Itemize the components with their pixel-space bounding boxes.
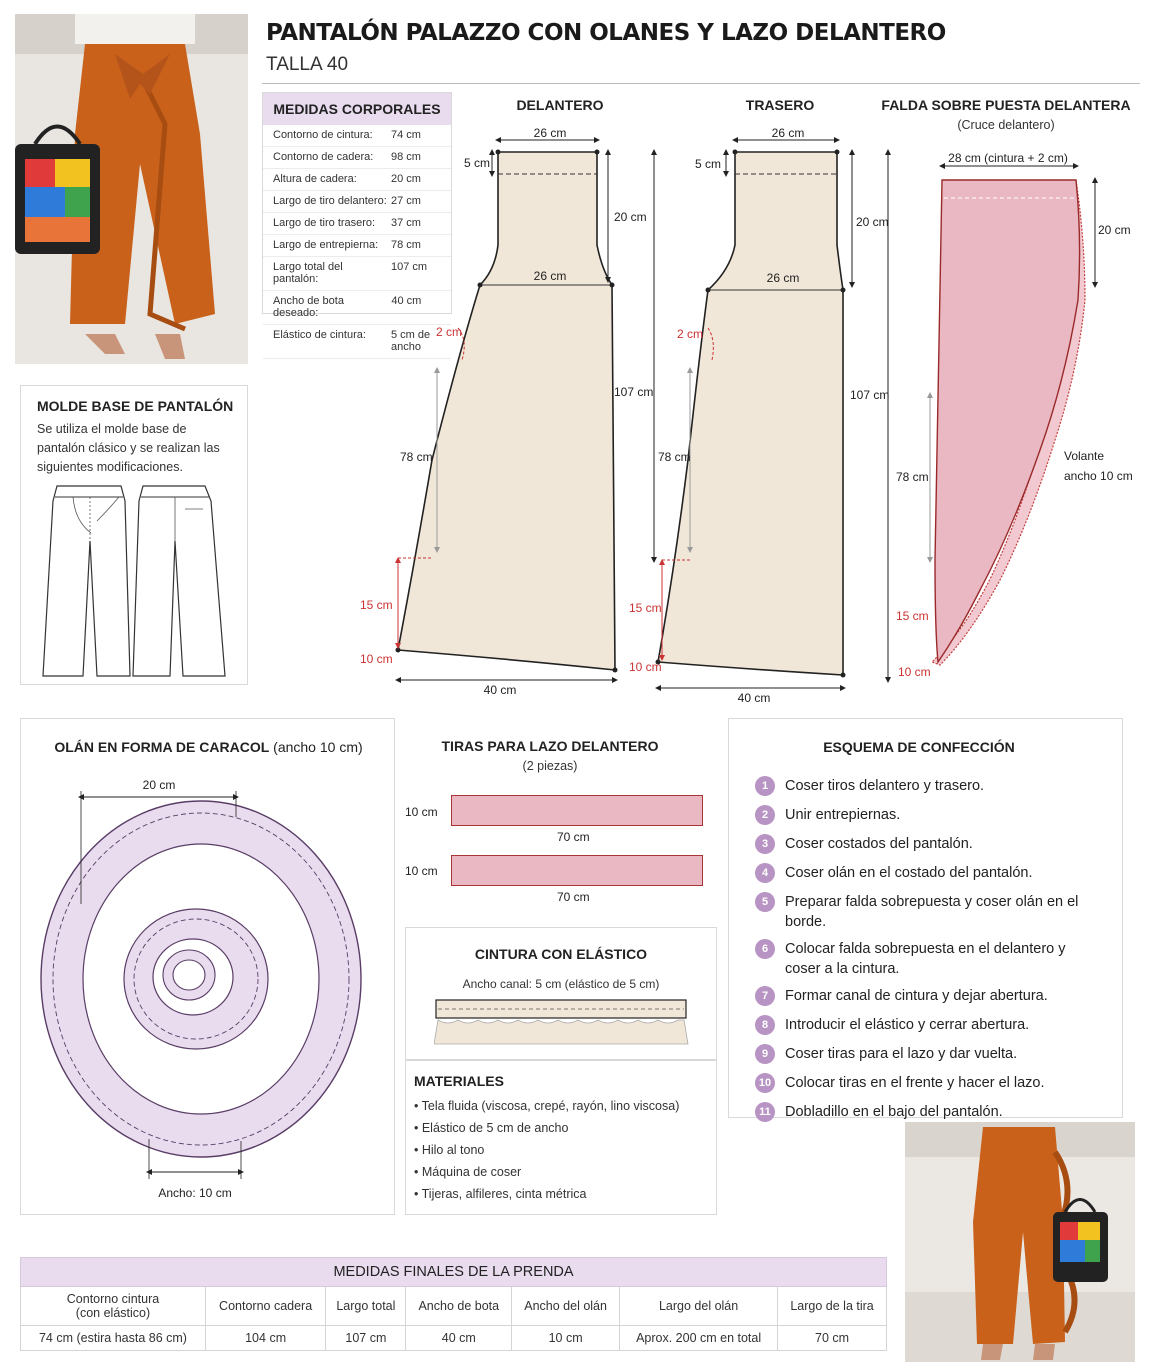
material-item: • Máquina de coser [414,1165,522,1179]
step-text: Coser costados del pantalón. [785,836,973,852]
overskirt-heading: FALDA SOBRE PUESTA DELANTERA [881,97,1131,113]
waistband-diagram [434,996,694,1051]
measurement-value: 74 cm [391,129,421,141]
ties-panel [397,718,717,918]
pattern-diagrams [340,90,1145,715]
final-measure-label-line1: Ancho del olán [524,1299,607,1313]
body-measurements-heading: MEDIDAS CORPORALES [263,93,451,125]
back-flare-dim: 15 cm [629,601,662,615]
measurement-label: Elástico de cintura: [273,329,366,341]
measurement-label: Contorno de cadera: [273,151,374,163]
step-number-badge: 5 [755,892,775,912]
front-inseam-dim: 78 cm [400,450,433,464]
measurement-value: 20 cm [391,173,421,185]
final-measure-label [21,1287,206,1326]
overskirt-sub: (Cruce delantero) [957,118,1055,132]
overskirt-flare-dim: 15 cm [896,609,929,623]
assembly-step [755,1015,1095,1035]
step-text: Dobladillo en el bajo del pantalón. [785,1104,1003,1120]
overskirt-inseam-dim: 78 cm [896,470,929,484]
tie-strip-2-height: 10 cm [405,864,438,878]
front-flare-dim: 15 cm [360,598,393,612]
waistband-channel-text: Ancho canal: 5 cm (elástico de 5 cm) [462,977,660,991]
back-hip-height-dim: 20 cm [856,215,889,229]
tie-strip-2 [451,855,703,886]
final-measurements-header-row [21,1287,887,1326]
spiral-width-dim: Ancho: 10 cm [158,1186,232,1200]
measurement-value: 37 cm [391,217,421,229]
measurement-value: 40 cm [391,295,422,307]
measurement-label: Largo de tiro delantero: [273,195,387,207]
spiral-heading-note: (ancho 10 cm) [273,739,363,755]
base-pattern-text: Se utiliza el molde base de pantalón clásico y se realizan las siguientes modificaciones. [37,422,220,474]
front-hem-dim: 40 cm [483,683,517,697]
final-measure-value: 74 cm (estira hasta 86 cm) [21,1326,206,1351]
tie-strip-2-width: 70 cm [557,890,590,904]
back-inseam-dim: 78 cm [658,450,691,464]
assembly-step [755,1073,1095,1093]
overskirt-waist-dim: 28 cm (cintura + 2 cm) [948,151,1068,165]
final-measure-label [512,1287,620,1326]
final-measure-label [620,1287,778,1326]
ties-heading: TIRAS PARA LAZO DELANTERO [441,738,659,754]
spiral-heading [21,739,396,755]
final-measure-value: Aprox. 200 cm en total [620,1326,778,1351]
final-measurements-value-row [21,1326,887,1351]
front-hip-dim: 26 cm [533,269,567,283]
page-title: PANTALÓN PALAZZO CON OLANES Y LAZO DELANTERO [266,20,946,46]
materials-heading: MATERIALES [414,1073,504,1089]
step-number-badge: 6 [755,939,775,959]
measurement-value: 98 cm [391,151,421,163]
spiral-heading-main: OLÁN EN FORMA DE CARACOL [54,739,270,755]
step-number-badge: 10 [755,1073,775,1093]
assembly-step [755,939,1095,979]
final-measure-label-line2: (con elástico) [75,1306,151,1320]
step-number-badge: 1 [755,776,775,796]
step-text: Unir entrepiernas. [785,807,901,823]
base-pattern-heading: MOLDE BASE DE PANTALÓN [37,398,234,414]
final-measure-value: 70 cm [778,1326,887,1351]
back-total-dim: 107 cm [850,388,890,402]
assembly-step [755,863,1095,883]
step-text: Colocar tiras en el frente y hacer el lazo. [785,1075,1045,1091]
measurement-value: 27 cm [391,195,421,207]
back-hem-drop-dim: 10 cm [629,660,662,674]
back-hem-dim: 40 cm [737,691,771,705]
step-number-badge: 3 [755,834,775,854]
model-photo-bottom [905,1122,1135,1362]
header-divider [262,83,1140,84]
front-heading: DELANTERO [516,97,604,113]
model-photo-top-illustration [15,14,248,364]
step-number-badge: 4 [755,863,775,883]
base-pants-sketch [35,481,235,681]
step-text: Preparar falda sobrepuesta y coser olán en el borde. [785,894,1079,930]
model-photo-bottom-illustration [905,1122,1135,1362]
materials-panel [405,1060,717,1215]
step-number-badge: 9 [755,1044,775,1064]
materials-list [414,1099,714,1209]
final-measure-value: 107 cm [326,1326,406,1351]
assembly-step [755,1044,1095,1064]
step-text: Colocar falda sobrepuesta en el delantero y coser a la cintura. [785,941,1066,977]
step-text: Coser olán en el costado del pantalón. [785,865,1033,881]
final-measure-label-line1: Ancho de bota [418,1299,500,1313]
back-crotch-dim: 2 cm [677,327,704,341]
front-waist-dim: 26 cm [533,126,567,140]
final-measure-label-line1: Contorno cadera [219,1299,313,1313]
material-item: • Tijeras, alfileres, cinta métrica [414,1187,587,1201]
step-number-badge: 7 [755,986,775,1006]
front-crotch-dim: 2 cm [436,325,463,339]
final-measure-label-line1: Largo del olán [658,1299,739,1313]
measurement-label: Largo de tiro trasero: [273,217,376,229]
size-label: TALLA 40 [266,54,349,75]
measurement-label: Altura de cadera: [273,173,357,185]
material-item: • Elástico de 5 cm de ancho [414,1121,569,1135]
ruffle-label-1: Volante [1064,449,1105,463]
front-piece [398,152,615,670]
material-item: • Tela fluida (viscosa, crepé, rayón, lino viscosa) [414,1099,680,1113]
final-measure-label-line1: Largo de la tira [790,1299,874,1313]
front-hem-drop-dim: 10 cm [360,652,393,666]
overskirt-hip-height-dim: 20 cm [1098,223,1131,237]
spiral-ruffle-diagram [21,769,396,1209]
ties-sub: (2 piezas) [522,759,578,773]
assembly-step [755,986,1095,1006]
ruffle-label-2: ancho 10 cm [1064,469,1133,483]
measurement-value: 5 cm de ancho [391,329,431,353]
final-measure-label [778,1287,887,1326]
tie-strip-1-width: 70 cm [557,830,590,844]
base-pattern-panel [20,385,248,685]
final-measure-label [406,1287,512,1326]
back-band-dim: 5 cm [695,157,722,171]
step-text: Coser tiros delantero y trasero. [785,778,985,794]
assembly-step [755,1102,1095,1122]
front-hip-height-dim: 20 cm [614,210,647,224]
measurement-label: Largo total del pantalón: [273,261,343,285]
measurement-label: Largo de entrepierna: [273,239,379,251]
back-waist-dim: 26 cm [771,126,805,140]
step-text: Formar canal de cintura y dejar abertura. [785,988,1048,1004]
overskirt-hem-drop-dim: 10 cm [898,665,931,679]
assembly-step [755,834,1095,854]
measurement-label: Contorno de cintura: [273,129,373,141]
tie-strip-1 [451,795,703,826]
measurement-value: 107 cm [391,261,428,273]
final-measurements-heading: MEDIDAS FINALES DE LA PRENDA [21,1258,887,1287]
tie-strip-1-height: 10 cm [405,805,438,819]
assembly-steps-list [755,776,1095,1131]
final-measurements-table [20,1257,887,1351]
measurement-label: Ancho de bota deseado: [273,295,344,319]
final-measure-label-line1: Largo total [336,1299,396,1313]
step-text: Introducir el elástico y cerrar abertura. [785,1017,1030,1033]
step-number-badge: 8 [755,1015,775,1035]
spiral-ruffle-panel [20,718,395,1215]
back-piece [658,152,843,675]
material-item: • Hilo al tono [414,1143,485,1157]
final-measure-value: 104 cm [205,1326,325,1351]
spiral-top-dim: 20 cm [142,778,176,792]
final-measure-label [326,1287,406,1326]
back-heading: TRASERO [745,97,815,113]
waistband-panel [405,927,717,1060]
assembly-heading: ESQUEMA DE CONFECCIÓN [823,739,1015,755]
waistband-heading: CINTURA CON ELÁSTICO [474,946,648,962]
assembly-step [755,892,1095,932]
front-band-dim: 5 cm [464,156,491,170]
final-measure-value: 10 cm [512,1326,620,1351]
step-number-badge: 2 [755,805,775,825]
final-measure-value: 40 cm [406,1326,512,1351]
back-hip-dim: 26 cm [766,271,800,285]
front-total-dim: 107 cm [614,385,654,399]
assembly-step [755,776,1095,796]
step-text: Coser tiras para el lazo y dar vuelta. [785,1046,1018,1062]
assembly-step [755,805,1095,825]
model-photo-top [15,14,248,364]
step-number-badge: 11 [755,1102,775,1122]
final-measure-label-line1: Contorno cintura [66,1292,160,1306]
final-measure-label [205,1287,325,1326]
measurement-value: 78 cm [391,239,421,251]
